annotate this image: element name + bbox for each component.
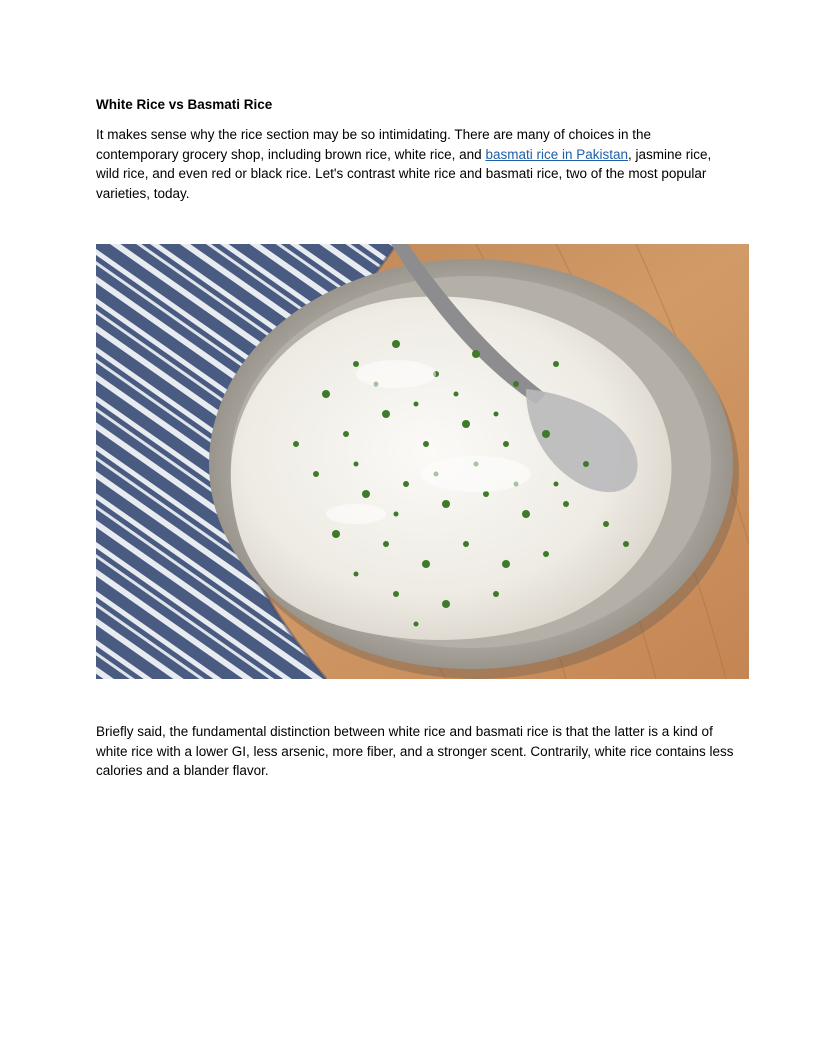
rice-bowl-photo <box>96 244 749 679</box>
intro-paragraph <box>96 125 736 203</box>
page-title: White Rice vs Basmati Rice <box>96 97 273 112</box>
conclusion-paragraph: Briefly said, the fundamental distinction between white rice and basmati rice is that the latter is a kind of white rice with a lower GI, less arsenic, more fiber, and a stronger scent. Contrarily, white rice contains less calories and a blander flavor. <box>96 724 734 778</box>
intro-text-start: It makes sense why the rice section may be so intimidating. There are many of choices in the contemporary grocery shop, including brown rice, white rice, and <box>96 127 652 162</box>
rice-bowl-illustration <box>96 244 749 679</box>
basmati-rice-link[interactable]: basmati rice in Pakistan <box>485 146 628 162</box>
intro-text-end: , jasmine rice, wild rice, and even red or black rice. Let's contrast white rice and basmati rice, two of the most popular varieties, today. <box>96 146 712 201</box>
